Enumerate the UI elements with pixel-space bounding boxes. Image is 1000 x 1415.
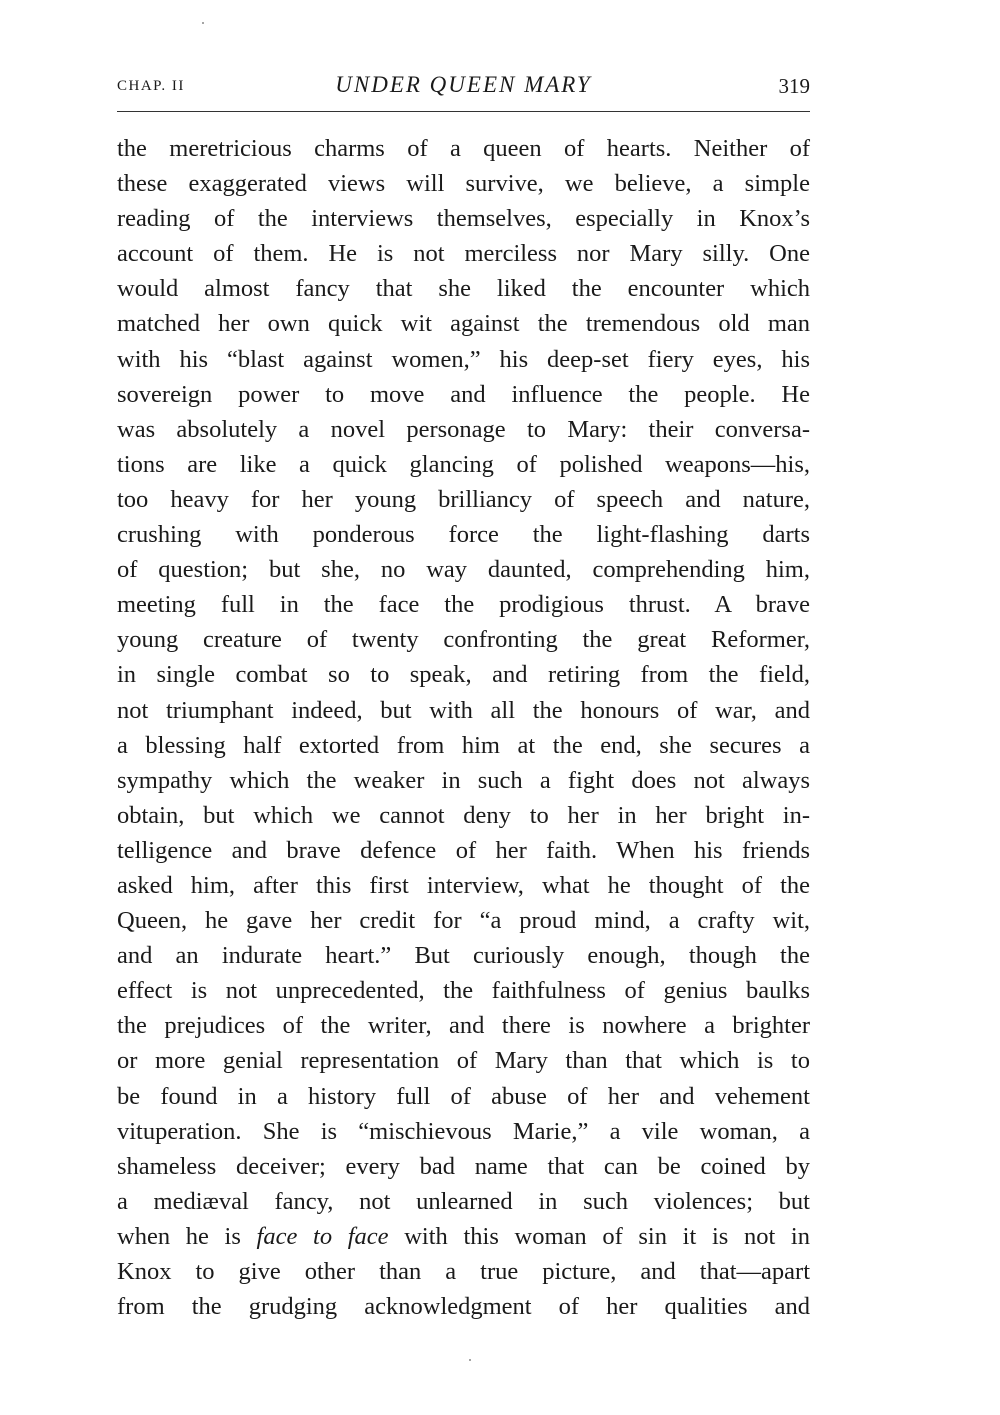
text-line: a mediæval fancy, not unlearned in such violences; but (117, 1187, 810, 1215)
text-line: and an indurate heart.” But curiously enough, though the (117, 942, 810, 970)
text-line: too heavy for her young brilliancy of speech and nature, (117, 485, 810, 513)
text-line: young creature of twenty confronting the great Reformer, (117, 626, 810, 654)
text-run: with this woman of sin it is not in (388, 1222, 810, 1250)
running-head (117, 72, 810, 104)
text-line: or more genial representation of Mary than that which is to (117, 1047, 810, 1075)
text-line: account of them. He is not merciless nor Mary silly. One (117, 240, 810, 268)
text-line: a blessing half extorted from him at the end, she secures a (117, 731, 810, 759)
text-line: the meretricious charms of a queen of hearts. Neither of (117, 135, 810, 162)
text-line: the prejudices of the writer, and there is nowhere a brighter (117, 1012, 810, 1040)
text-line: was absolutely a novel personage to Mary: their conversa- (117, 415, 810, 443)
text-line: Knox to give other than a true picture, and that—apart (117, 1258, 810, 1285)
text-line: vituperation. She is “mischievous Marie,” a vile woman, a (117, 1117, 810, 1145)
running-title: UNDER QUEEN MARY (335, 72, 592, 97)
text-line: reading of the interviews themselves, especially in Knox’s (117, 205, 810, 233)
italic-phrase: face to face (256, 1222, 389, 1250)
text-line: meeting full in the face the prodigious thrust. A brave (117, 591, 810, 619)
text-line-italic (117, 1219, 810, 1254)
text-line: would almost fancy that she liked the encounter which (117, 275, 810, 303)
text-line: matched her own quick wit against the tremendous old man (117, 310, 810, 338)
text-line: from the grudging acknowledgment of her qualities and (117, 1293, 810, 1321)
text-line: shameless deceiver; every bad name that can be coined by (117, 1152, 810, 1180)
chapter-label: CHAP. II (117, 78, 185, 94)
body-text (117, 131, 810, 1324)
text-line: not triumphant indeed, but with all the honours of war, and (117, 696, 810, 724)
text-line: asked him, after this first interview, what he thought of the (117, 871, 810, 899)
page-speck (469, 1359, 471, 1361)
text-line: tions are like a quick glancing of polished weapons—his, (117, 450, 810, 478)
text-line: in single combat so to speak, and retiring from the field, (117, 661, 810, 689)
text-line: sovereign power to move and influence the people. He (117, 380, 810, 408)
header-rule (117, 111, 810, 112)
text-line: these exaggerated views will survive, we believe, a simple (117, 170, 810, 198)
text-line: obtain, but which we cannot deny to her in her bright in- (117, 801, 810, 829)
text-line: crushing with ponderous force the light-flashing darts (117, 521, 810, 549)
text-run: when he is (117, 1222, 257, 1250)
text-line: with his “blast against women,” his deep-set fiery eyes, his (117, 345, 810, 373)
page-number: 319 (778, 74, 810, 98)
text-line: be found in a history full of abuse of her and vehement (117, 1082, 810, 1110)
text-line: effect is not unprecedented, the faithfulness of genius baulks (117, 977, 810, 1005)
text-line: telligence and brave defence of her faith. When his friends (117, 836, 810, 864)
page-speck (202, 22, 204, 24)
text-line: of question; but she, no way daunted, comprehending him, (117, 556, 810, 584)
text-line: Queen, he gave her credit for “a proud mind, a crafty wit, (117, 907, 810, 935)
text-line: sympathy which the weaker in such a fight does not always (117, 766, 810, 794)
